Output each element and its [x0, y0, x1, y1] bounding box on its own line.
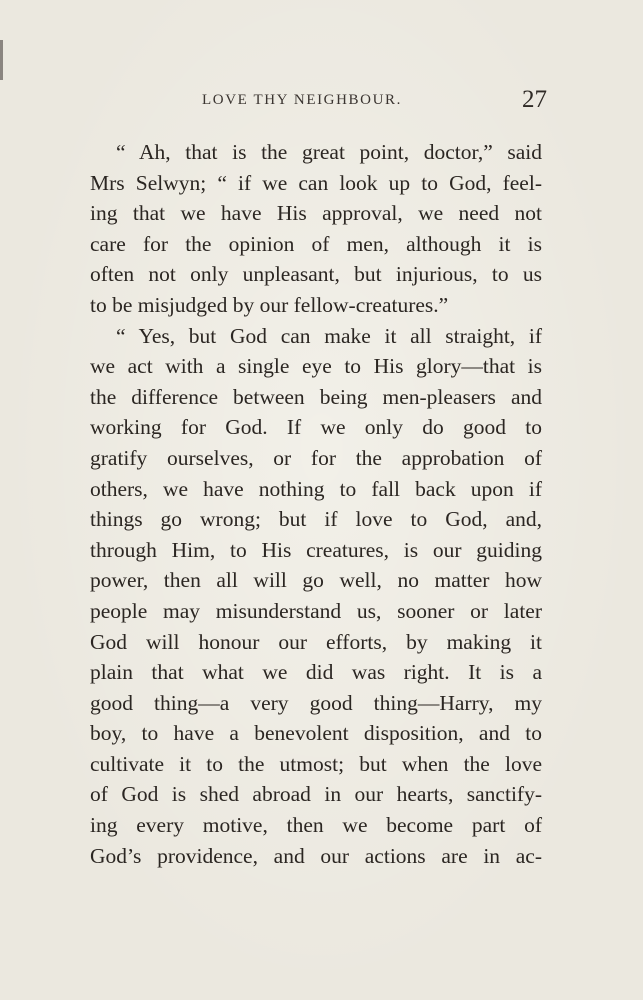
text-line: people may misunderstand us, sooner or later: [90, 598, 542, 623]
text-line: gratify ourselves, or for the approbation of: [90, 445, 542, 470]
text-line: others, we have nothing to fall back upon if: [90, 476, 542, 501]
text-line: good thing—a very good thing—Harry, my: [90, 690, 542, 715]
text-line: “ Yes, but God can make it all straight, if: [116, 323, 542, 348]
text-line: of God is shed abroad in our hearts, sanctify-: [90, 782, 542, 807]
text-line: often not only unpleasant, but injurious, to us: [90, 262, 542, 287]
text-line: the difference between being men-pleasers and: [90, 384, 542, 409]
body-text: [90, 137, 542, 871]
text-line: to be misjudged by our fellow-creatures.”: [90, 292, 449, 317]
text-line: ing that we have His approval, we need not: [90, 201, 542, 226]
text-line: God will honour our efforts, by making it: [90, 629, 542, 654]
text-line: “ Ah, that is the great point, doctor,” said: [116, 140, 542, 164]
text-line: plain that what we did was right. It is a: [90, 660, 542, 685]
page-edge-mark: [0, 40, 3, 80]
text-line: through Him, to His creatures, is our guiding: [90, 537, 542, 562]
text-line: God’s providence, and our actions are in ac-: [90, 843, 542, 868]
text-line: we act with a single eye to His glory—that is: [90, 354, 542, 379]
text-line: working for God. If we only do good to: [90, 415, 542, 440]
text-line: boy, to have a benevolent disposition, and to: [90, 721, 542, 746]
text-line: power, then all will go well, no matter how: [90, 568, 542, 593]
page-number: 27: [522, 86, 547, 113]
text-line: cultivate it to the utmost; but when the love: [90, 751, 542, 776]
running-head-title: LOVE THY NEIGHBOUR.: [202, 92, 402, 108]
running-head: [90, 88, 547, 118]
text-line: things go wrong; but if love to God, and,: [90, 507, 542, 532]
text-line: Mrs Selwyn; “ if we can look up to God, feel-: [90, 170, 542, 195]
text-line: care for the opinion of men, although it is: [90, 231, 542, 256]
text-line: ing every motive, then we become part of: [90, 813, 542, 838]
